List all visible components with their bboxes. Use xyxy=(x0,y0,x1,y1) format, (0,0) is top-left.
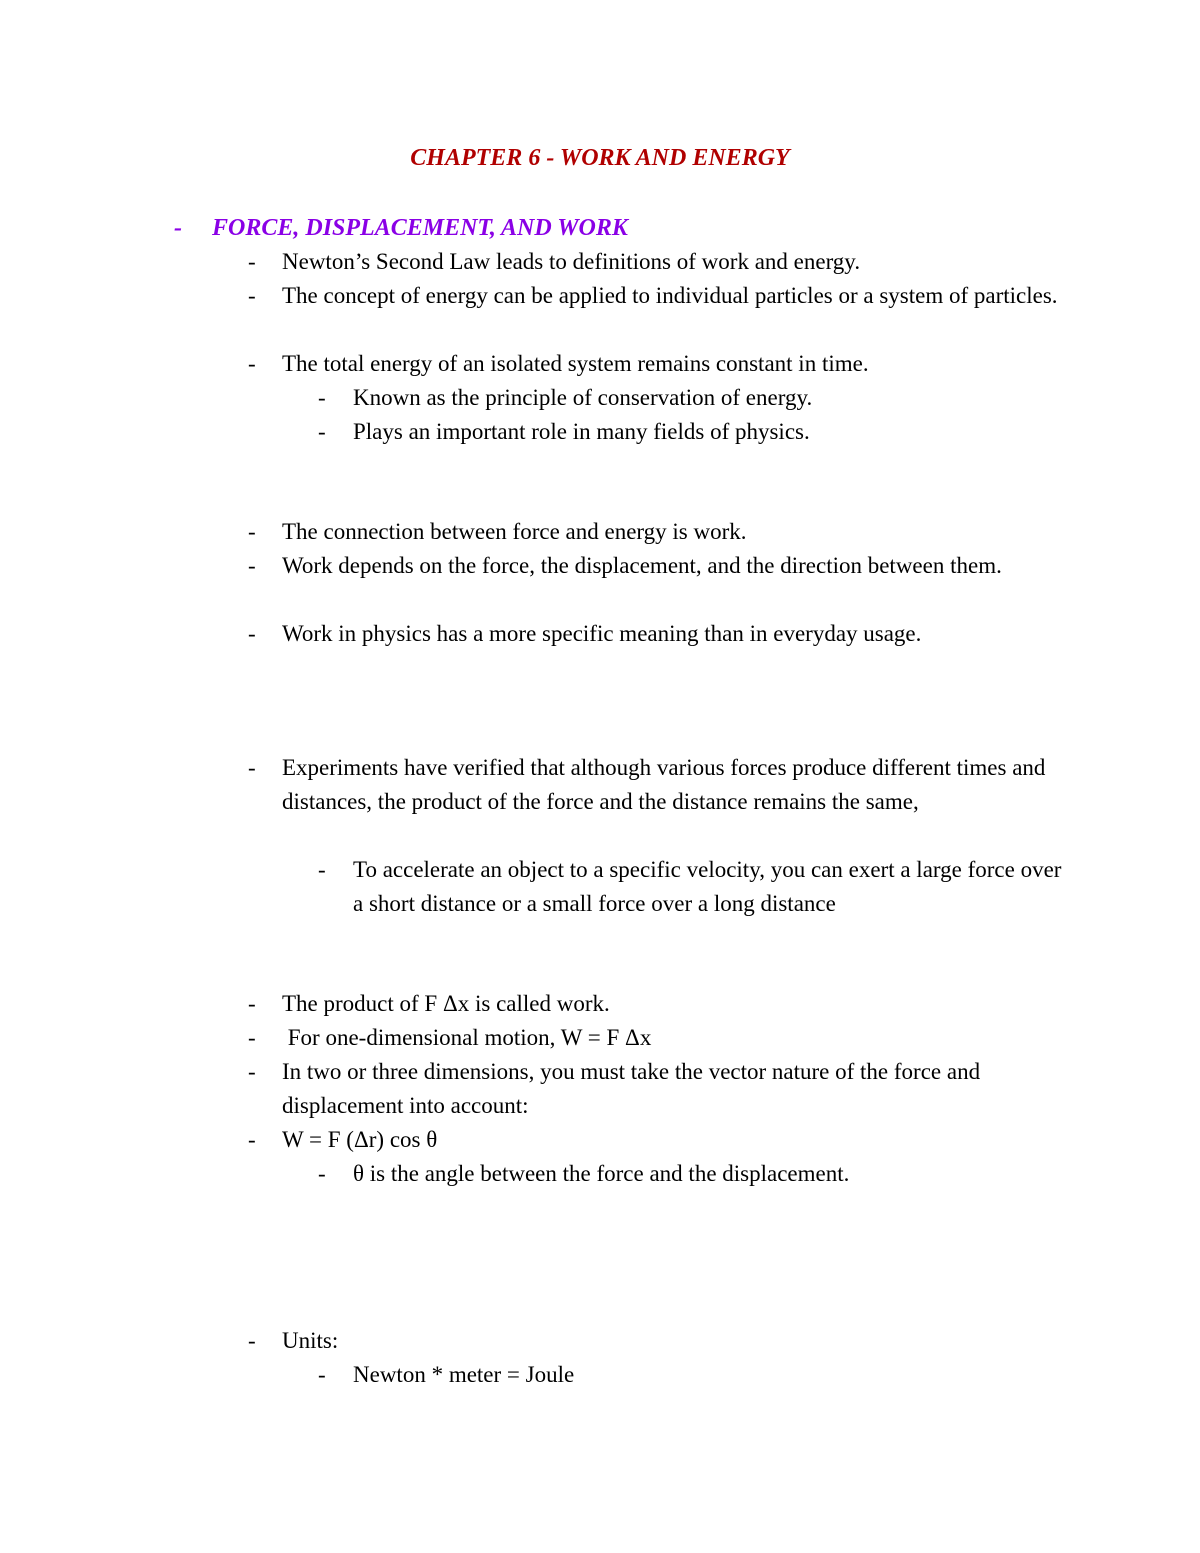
section-bullet-dash: - xyxy=(174,215,182,241)
bullet-dash: - xyxy=(318,1362,326,1387)
bullet-text: The concept of energy can be applied to individual particles or a system of particles. xyxy=(282,283,1058,308)
bullet-text: Work in physics has a more specific meaning than in everyday usage. xyxy=(282,621,922,646)
bullet-dash: - xyxy=(318,419,326,444)
bullet-dash: - xyxy=(248,519,256,544)
bullet-text: To accelerate an object to a specific velocity, you can exert a large force over a short distance or a small force over a long distance xyxy=(353,857,1062,916)
bullet-text: Known as the principle of conservation of energy. xyxy=(353,385,813,410)
bullet-text: Newton’s Second Law leads to definitions of work and energy. xyxy=(282,249,861,274)
bullet-text: The connection between force and energy is work. xyxy=(282,519,747,544)
bullet-dash: - xyxy=(248,755,256,780)
section-heading: FORCE, DISPLACEMENT, AND WORK xyxy=(212,215,628,241)
bullet-dash: - xyxy=(248,1328,256,1353)
bullet-text: Experiments have verified that although various forces produce different times and distances, the product of the force and the distance remains the same, xyxy=(282,755,1046,814)
bullet-text: Newton * meter = Joule xyxy=(353,1362,575,1387)
bullet-dash: - xyxy=(318,385,326,410)
bullet-dash: - xyxy=(248,351,256,376)
bullet-text: θ is the angle between the force and the displacement. xyxy=(353,1161,850,1186)
bullet-text: In two or three dimensions, you must take the vector nature of the force and displacement into account: xyxy=(282,1059,981,1118)
bullet-dash: - xyxy=(248,283,256,308)
chapter-title: CHAPTER 6 - WORK AND ENERGY xyxy=(410,145,790,171)
bullet-dash: - xyxy=(318,857,326,882)
bullet-dash: - xyxy=(248,1059,256,1084)
bullet-text: Plays an important role in many fields of physics. xyxy=(353,419,810,444)
bullet-text: For one-dimensional motion, W = F Δx xyxy=(282,1025,652,1050)
bullet-dash: - xyxy=(248,1025,256,1050)
bullet-text: Units: xyxy=(282,1328,339,1353)
bullet-text: The total energy of an isolated system remains constant in time. xyxy=(282,351,869,376)
bullet-dash: - xyxy=(248,1127,256,1152)
bullet-dash: - xyxy=(248,249,256,274)
bullet-dash: - xyxy=(248,621,256,646)
bullet-dash: - xyxy=(248,991,256,1016)
bullet-text: Work depends on the force, the displacement, and the direction between them. xyxy=(282,553,1002,578)
bullet-dash: - xyxy=(248,553,256,578)
bullet-text: The product of F Δx is called work. xyxy=(282,991,610,1016)
bullet-text: W = F (Δr) cos θ xyxy=(282,1127,438,1152)
bullet-dash: - xyxy=(318,1161,326,1186)
